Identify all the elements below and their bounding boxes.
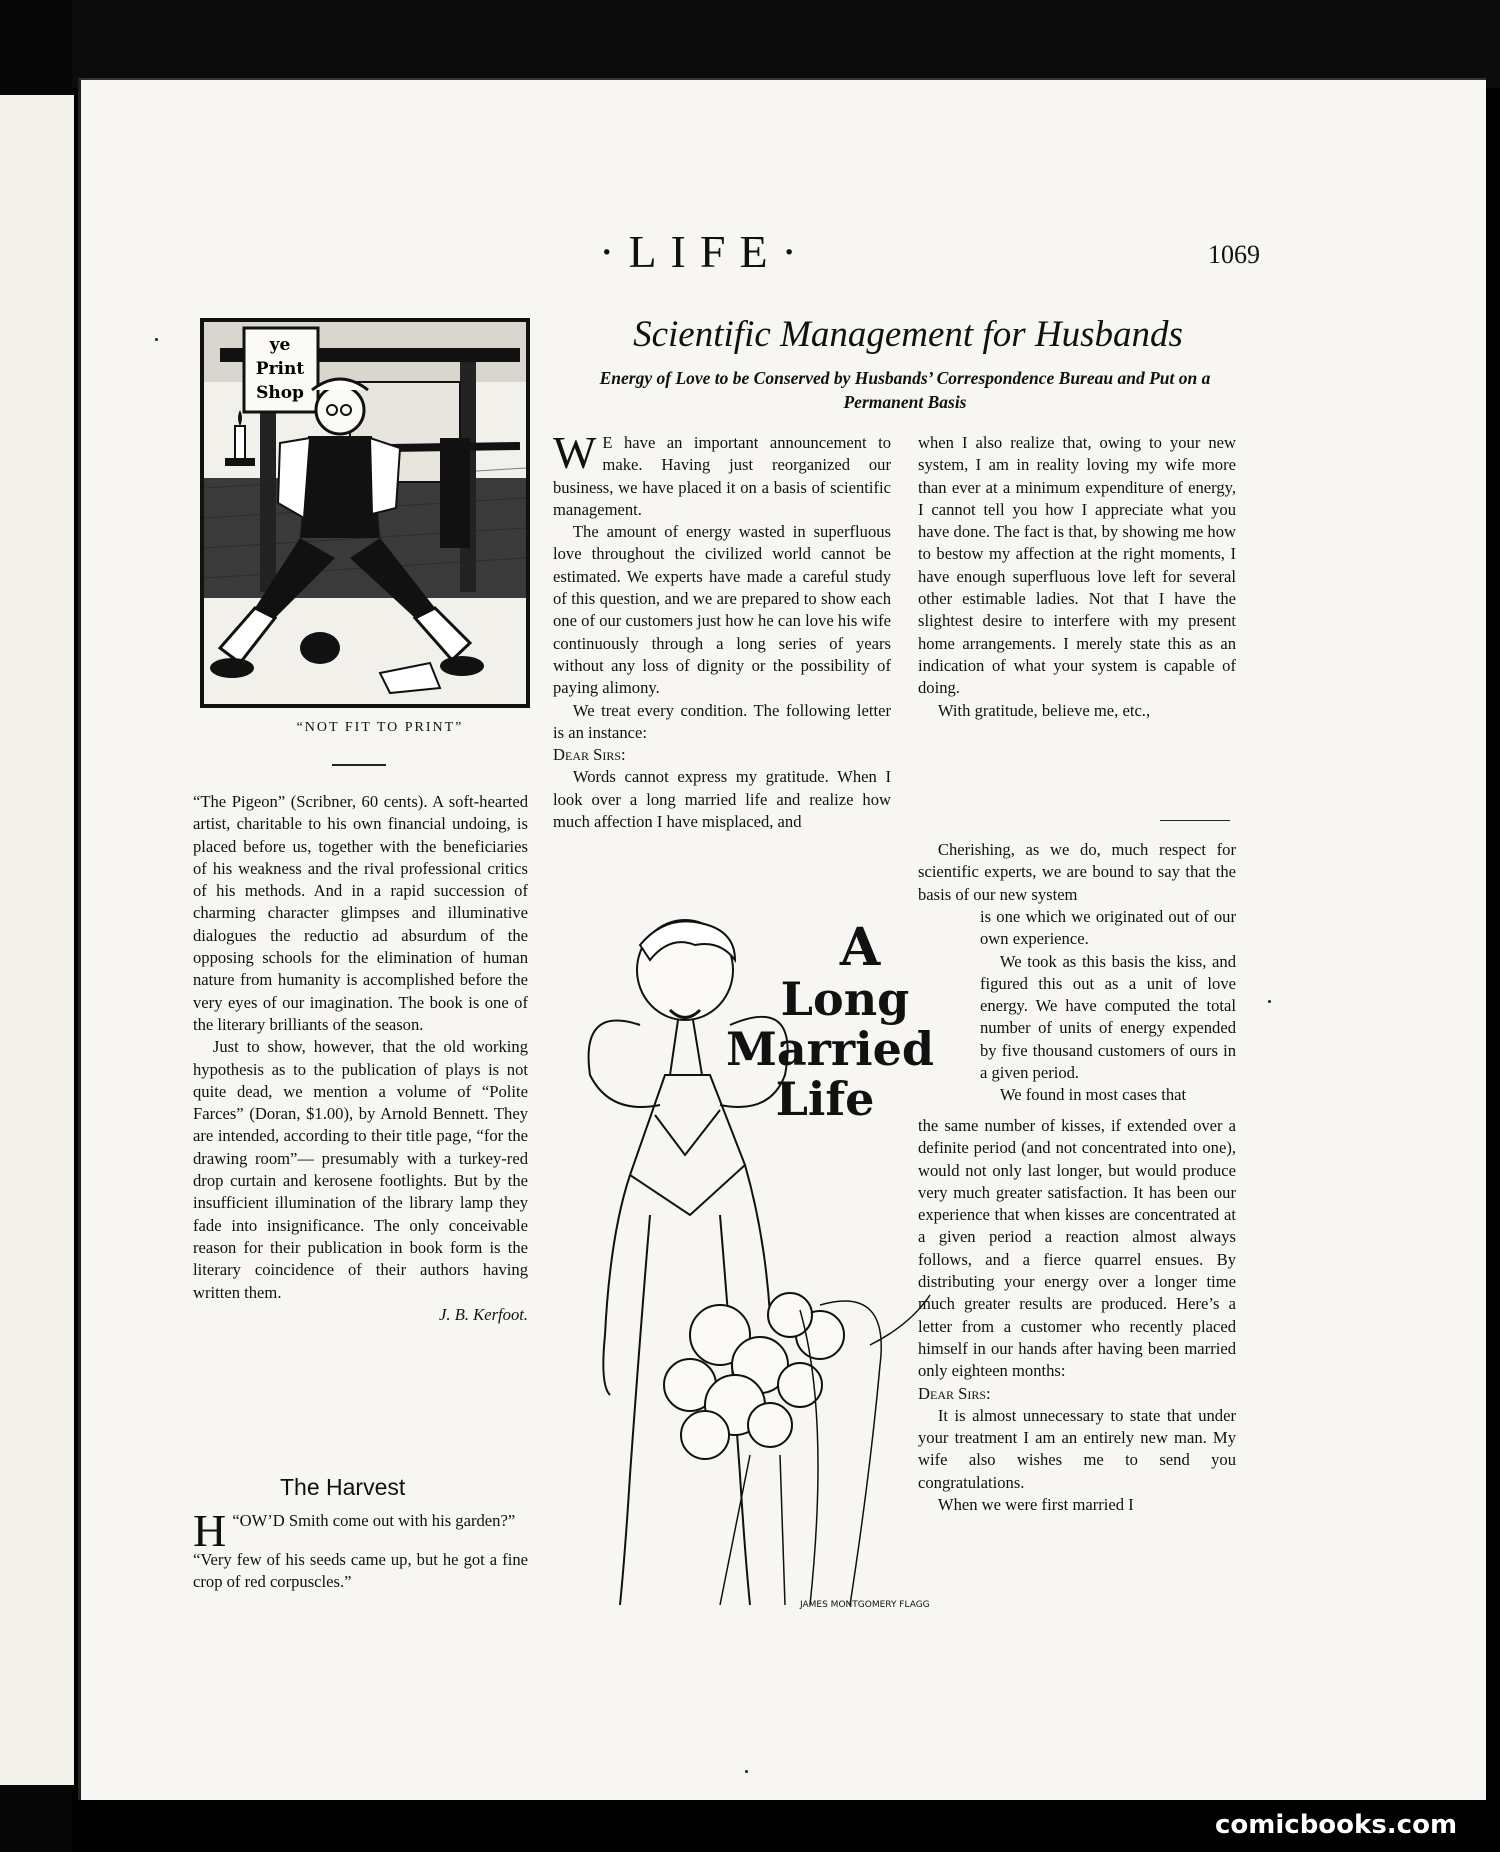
scan-top-border <box>0 0 1500 88</box>
comicbooks-watermark: comicbooks.com <box>1215 1810 1458 1840</box>
bride-title-line-1: A <box>839 917 881 978</box>
paragraph-cherishing: Cherishing, as we do, much respect for scientific experts, we are bound to say that the basis of our new system <box>918 840 1236 904</box>
sign-line-3: Shop <box>256 383 304 403</box>
bride-title-line-4: Life <box>775 1072 875 1126</box>
letter-signature-rule <box>1160 820 1230 821</box>
artist-signature: JAMES MONTGOMERY FLAGG <box>800 1600 930 1610</box>
harvest-line-2: “Very few of his seeds came up, but he got a fine crop of red corpuscles.” <box>193 1550 528 1592</box>
scan-speck <box>1268 1000 1271 1003</box>
bride-title-line-3: Married <box>725 1022 935 1076</box>
letter-salutation-1: Dear Sirs: <box>553 745 626 765</box>
paragraph-found: the same number of kisses, if extended over a definite period (and not concentrated into one), would not only last longer, but would produce very much greater satisfaction. It has been our experience that when kisses are concentrated at a given period a reaction almost always follows, and a fierce quarrel ensues. By distributing your energy over a longer time much greater results are produced. Here’s a letter from a customer who recently placed himself in our hands after having been married only eighteen months: <box>918 1116 1236 1381</box>
article-column-right-cherish <box>918 839 1236 906</box>
letter-1-close: With gratitude, believe me, etc., <box>937 700 1151 720</box>
article-column-right-wrap <box>980 906 1236 1107</box>
article-column-right-top <box>918 432 1236 722</box>
scan-speck <box>745 1770 748 1773</box>
scan-speck <box>155 338 158 341</box>
sign-line-1: ye <box>269 335 291 355</box>
letter-1-start: Words cannot express my gratitude. When I look over a long married life and realize how much affection I have misplaced, and <box>553 767 891 832</box>
harvest-dropcap: H <box>193 1505 227 1556</box>
article-dropcap: W <box>553 427 597 478</box>
paragraph-cherishing-continued: is one which we originated out of our own experience. <box>980 907 1236 949</box>
article-title: Scientific Management for Husbands <box>633 314 1183 355</box>
sign-line-2: Print <box>255 359 305 379</box>
cartoon-caption: “NOT FIT TO PRINT” <box>296 720 464 735</box>
book-review-column <box>193 791 528 1326</box>
bride-title-line-2: Long <box>780 972 910 1026</box>
paragraph-kiss-unit: We took as this basis the kiss, and figured this out as a unit of love energy. We have computed the total number of units of energy expended by five thousand customers of ours in a given period. <box>980 951 1236 1083</box>
article-paragraph-3: We treat every condition. The following letter is an instance: <box>553 700 891 742</box>
letter-1-continued: when I also realize that, owing to your new system, I am in reality loving my wife more than ever at a minimum expenditure of energy, I cannot tell you how I appreciate what you have done. The fact is that, by showing me how to bestow my affection at the right moments, I have enough superfluous love left for several other estimable ladies. Not that I have the slightest desire to interfere with my present home arrangements. I merely state this as an indication of what your system is capable of doing. <box>918 433 1236 698</box>
magazine-masthead: ·LIFE· <box>599 226 811 277</box>
harvest-open-quote: “ <box>232 1511 240 1530</box>
long-married-life-illustration <box>570 915 970 1615</box>
letter-2-continued: When we were first married I <box>937 1495 1134 1515</box>
adjacent-page-edge <box>0 95 74 1785</box>
review-signature: J. B. Kerfoot. <box>439 1304 528 1324</box>
paragraph-found-start: We found in most cases that <box>999 1085 1187 1105</box>
review-paragraph-1: “The Pigeon” (Scribner, 60 cents). A soft-hearted artist, charitable to his own financial undoing, is placed before us, together with the beneficiaries of his weakness and the rival professional critics of his methods. And in a rapid succession of charming character glimpses and illuminative dialogues the reductio ad absurdum of the opposing schools for the elimination of human nature from humanity is accomplished before the very eyes of our imagination. The book is one of the literary brilliants of the season. <box>193 792 528 1034</box>
print-shop-cartoon <box>200 318 530 708</box>
harvest-line-1: OW’D Smith come out with his garden?” <box>239 1511 516 1530</box>
harvest-title: The Harvest <box>280 1474 406 1500</box>
letter-salutation-2: Dear Sirs: <box>918 1383 991 1403</box>
divider-rule <box>332 764 386 766</box>
article-subtitle: Energy of Love to be Conserved by Husbands’ Correspondence Bureau and Put on a Permanent Basis <box>599 368 1211 412</box>
page-number: 1069 <box>1208 240 1260 269</box>
review-paragraph-2: Just to show, however, that the old working hypothesis as to the publication of plays is not quite dead, we mention a volume of “Polite Farces” (Doran, $1.00), by Arnold Bennett. They are intended, according to their title page, “for the drawing room”— presumably with a turkey-red drop curtain and kerosene footlights. But by the insufficient illumination of the library lamp they fade into insignificance. The only conceivable reason for their publication in book form is the literary coincidence of their authors having written them. <box>193 1037 528 1302</box>
article-column-middle <box>553 427 891 833</box>
letter-2: It is almost unnecessary to state that under your treatment I am an entirely new man. My wife also wishes me to send you congratulations. <box>918 1405 1236 1492</box>
article-first-paragraph: E have an important announcement to make. Having just reorganized our business, we have placed it on a basis of scientific management. <box>553 433 891 519</box>
article-paragraph-2: The amount of energy wasted in superfluous love throughout the civilized world cannot be estimated. We experts have made a careful study of this question, and we are prepared to show each one of our customers just how he can love his wife continuously through a long series of years without any loss of dignity or the possibility of paying alimony. <box>553 522 891 698</box>
harvest-joke <box>193 1505 528 1594</box>
